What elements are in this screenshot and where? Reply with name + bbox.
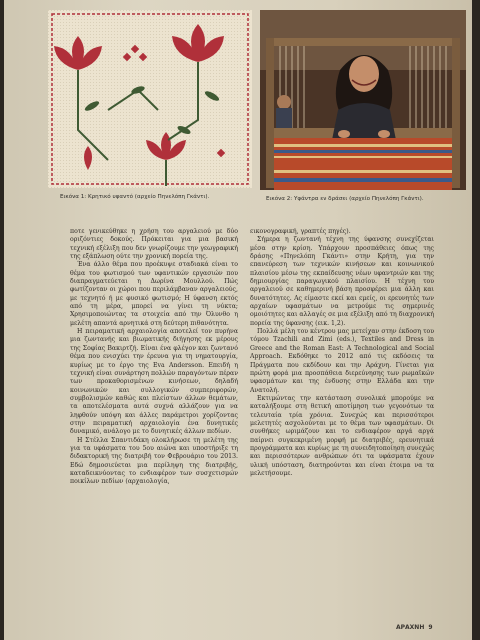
weaver-at-loom-photo [260,10,466,190]
paragraph: Η πειραματική αρχαιολογία αποτελεί τον πυρήνα μια ζωντανής και βιωματικής διήγησης εκ μέρους της Σοφίας Βακιρτζή. Είναι ένα φλέγον και ζωντανό θέμα που ενισχύει την έρευνα για τη νηματουργία, κυρίως με το έργο της Eva Andersson. Επειδή η τεχνική είναι συνάρτηση πολλών παραγόντων πέραν των προκαθορισμένων κινήσεων, δηλαδή κοινωνικών και συλλογικών συμπεριφορών, συμβολισμών καθώς και πλείστων άλλων θεμάτων, τα αποτελέσματα αυτά συχνά αλλάζουν για να ληφθούν υπόψη και άλλες παράμετροι χορίζοντας στην πειραματική αρχαιολογία ένα δυνητικές δυναμικό, ανάλογο με το δυνητικές άλλων πεδίων. [70,328,238,436]
paragraph: Πολλά μέλη του κέντρου μας μετείχαν στην έκδοση του τόμου Tzachili and Zimi (eds.), Textiles and Dress in Greece and the Roman East: A Technological and Social Approach. Εκδόθηκε το 2012 από τις εκδόσεις τα Πράγματα που εκδίδουν και την Αράχνη. Γίνεται για πρώτη φορά μια προσπάθεια διερεύνησης των ρωμαϊκών υφασμάτων και της ένδυσης στην Ελλάδα και την Ανατολή. [250,328,434,394]
figure-2-caption: Εικόνα 2: Υφάντρα εν δράσει (αρχείο Πηνελόπη Γκάντι). [266,196,424,202]
figure-1-caption: Εικόνα 1: Κρητικό υφαντό (αρχείο Πηνελόπη Γκάντι). [60,194,210,200]
page-number: 9 [428,624,433,631]
embroidered-textile-photo [48,10,252,188]
magazine-page [4,0,472,640]
paragraph: Ένα άλλο θέμα που προέκυψε σταδιακά είναι το θέμα του φωτισμού των υφαντικών εργασιών που διαπραγματεύεται η Δωρίνα Μουλλού. Πώς φωτίζονταν οι χώροι που περιλάμβαναν αργαλειούς, με τεχνητό ή με φυσικό φωτισμό; Η ύφανση εκτός από τη μέρα, μπορεί να γίνει τη νύκτα; Χρησιμοποιώντας τα στοιχεία από την Όλυνθο η μελέτη απαντά αρνητικά στη δεύτερη πιθανότητα. [70,261,238,327]
paragraph: ποτε γενικεύθηκε η χρήση του αργαλειού με δύο οριζόντιες δοκούς. Πρόκειται για μια βασική τεχνική εξέλιξη που δεν γνωρίζουμε την γεωγραφική της εξάπλωση ούτε την χρονική πορεία της. [70,228,238,261]
page-footer [396,624,433,631]
right-text-column [250,228,434,478]
loom-illustration [260,10,466,190]
paragraph: Σήμερα η ζωντανή τέχνη της ύφανσης συνεχίζεται μέσα στην κρίση. Υπάρχουν προσπάθειες όπως της δράσης «Πηνελόπη Γκάντι» στην Κρήτη, για την επανεύρεση των τεχνικών κινήσεων και κοινωνικού πλαισίου μέσω της εκπαίδευσης νέων υφαντριών και της δημιουργίας παραγωγικού πλαισίου. Η τέχνη του αργαλειού σε καθημερινή βάση προσφέρει μια άλλη και δυνατότητες. Ας είμαστε εκεί και εμείς, οι ερευνητές των αρχαίων υφασμάτων να μετρούμε τις σημερινές ομοιότητες και αλλαγές σε μια εξέλιξη από τη διαχρονική πορεία της ύφανσης (εικ. 1,2). [250,236,434,327]
paragraph: εικονογραφική, γραπτές πηγές). [250,228,351,235]
journal-name: ΑΡΑΧΝΗ [396,624,425,631]
embroidery-illustration [48,10,252,188]
left-text-column [70,228,238,487]
paragraph: Εκτιμώντας την κατάσταση συνολικά μπορούμε να καταλήξουμε στη θετική αποτίμηση των γεγονότων τα τελευταία τρία χρόνια. Συνεχώς και περισσότεροι μελετητές ασχολούνται με το θέμα των υφασμάτων. Οι συνθήκες ωριμάζουν και το ενδιαφέρον αργά αργά παίρνει συγκεκριμένη μορφή με διατριβές, ερευνητικά προγράμματα και κυρίως με τη συνειδητοποίηση συνεχώς και περισσότερων ανθρώπων ότι τα υφάσματα έχουν υλική υπόσταση, διατηρούνται και είναι έτοιμα να τα μελετήσουμε. [250,394,434,477]
paragraph: Η Στέλλα Σπαντιδάκη ολοκλήρωσε τη μελέτη της για τα υφάσματα του 5ου αιώνα και υποστήριξε τη διδακτορική της διατριβή τον Φεβρουάριο του 2013. Εδώ δημοσιεύεται μια περίληψη της διατριβής, καταδεικνύοντας το ενδιαφέρον των συσχετισμών ποικίλων πεδίων (αρχαιολογία, [70,436,238,486]
